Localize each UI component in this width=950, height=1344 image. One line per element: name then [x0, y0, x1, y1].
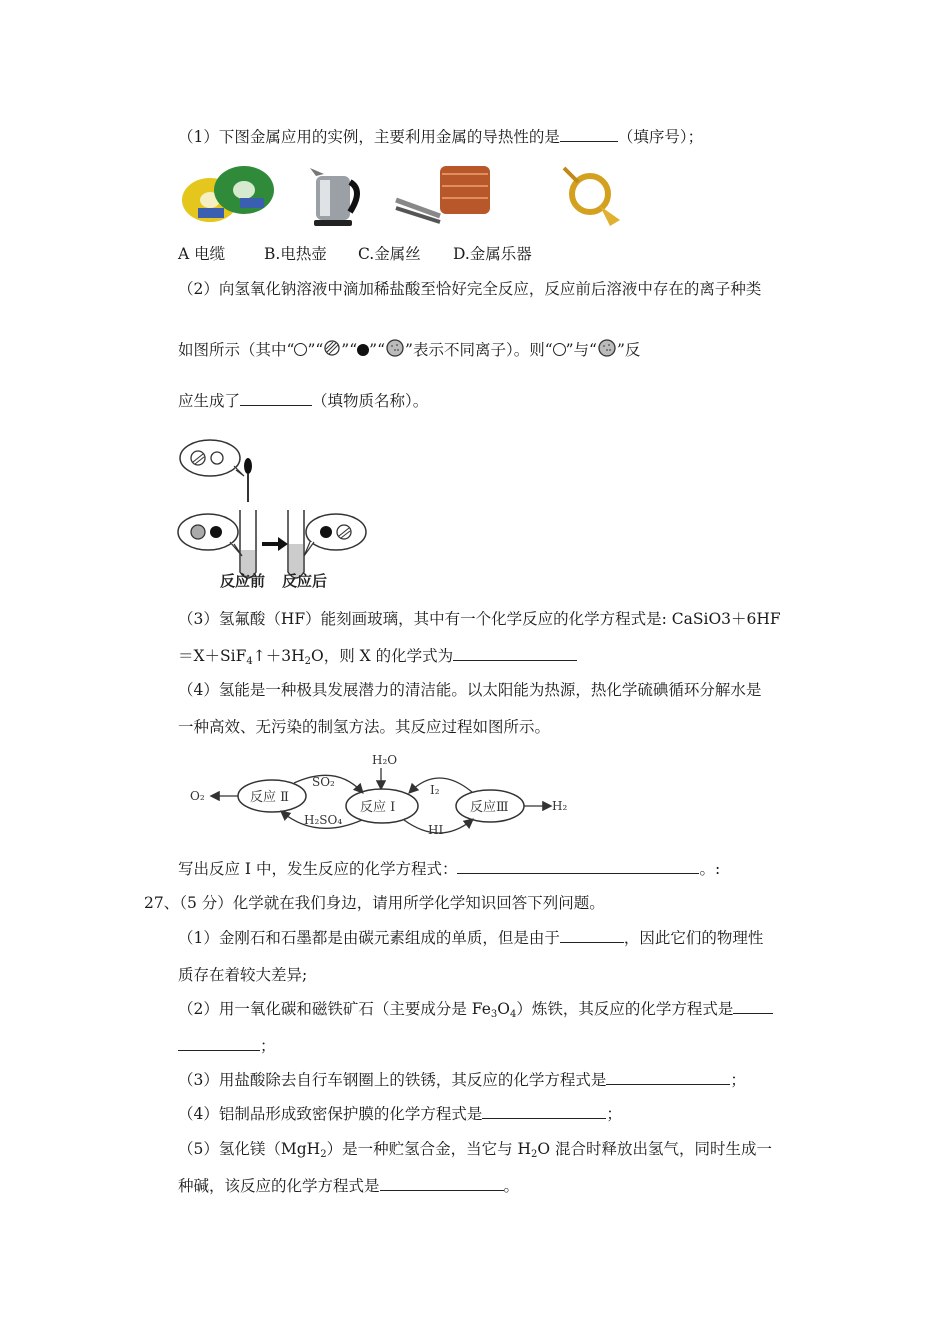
- q26-part3-line2: [178, 645, 577, 667]
- subscript: 4: [509, 1009, 517, 1020]
- empty-circle-icon: [294, 343, 307, 356]
- q27-part2-line1: [178, 998, 773, 1020]
- label-after: 反应后: [282, 572, 328, 590]
- option-a: A 电缆: [178, 245, 226, 263]
- label-o2: O₂: [190, 789, 205, 803]
- answer-blank[interactable]: [240, 390, 312, 406]
- text-segment: ”“: [369, 341, 386, 359]
- hatched-circle-icon: [323, 339, 341, 357]
- q26-options: [178, 243, 225, 265]
- q27-part5-line2: [178, 1175, 519, 1197]
- q26-part1-tail: （填序号）；: [617, 128, 704, 146]
- text-segment: ”“: [341, 341, 358, 359]
- text-segment: 应生成了: [178, 392, 241, 410]
- label-hi: HI: [428, 823, 444, 837]
- answer-blank[interactable]: [453, 645, 577, 661]
- sulfur-iodine-cycle-diagram: [186, 750, 578, 842]
- q26-part2-line1: （2）向氢氧化钠溶液中滴加稀盐酸至恰好完全反应，反应前后溶液中存在的离子种类: [178, 280, 762, 298]
- metal-instrument-image: [556, 160, 626, 228]
- text-segment: ”“: [307, 341, 324, 359]
- text-segment: 。:: [699, 860, 721, 878]
- subscript: 2: [304, 656, 311, 667]
- text-segment: 如图所示（其中“: [178, 341, 295, 359]
- q26-part2-line2: [178, 338, 640, 361]
- answer-blank[interactable]: [560, 927, 624, 943]
- q27-heading: 27、（5 分）化学就在我们身边，请用所学化学知识回答下列问题。: [144, 894, 605, 912]
- ion-reaction-diagram: [176, 432, 372, 594]
- answer-blank[interactable]: [733, 998, 773, 1014]
- subscript: 2: [320, 1149, 327, 1160]
- text-segment: ”表示不同离子）。则“: [405, 341, 553, 359]
- q27-part1-line1: [178, 927, 763, 949]
- text-segment: （1）金刚石和石墨都是由碳元素组成的单质，但是由于: [178, 929, 560, 947]
- label-before: 反应前: [220, 572, 266, 590]
- label-h2: H₂: [552, 799, 568, 813]
- option-b-wrap: [264, 243, 327, 265]
- text-segment: （5）氢化镁（MgH: [178, 1140, 321, 1158]
- option-c-wrap: [358, 243, 421, 265]
- subscript: 3: [490, 1009, 498, 1020]
- answer-blank[interactable]: [560, 126, 618, 142]
- cable-image: [178, 158, 278, 228]
- q27-part4-line: [178, 1103, 622, 1125]
- text-segment: 种碱，该反应的化学方程式是: [178, 1177, 380, 1195]
- text-segment: ”与“: [565, 341, 597, 359]
- empty-circle-icon: [553, 343, 566, 356]
- text-segment: 写出反应 I 中，发生反应的化学方程式：: [178, 860, 458, 878]
- option-d: D.金属乐器: [453, 245, 532, 263]
- answer-blank[interactable]: [457, 858, 699, 874]
- q26-part1-line: [178, 126, 703, 148]
- text-segment: ＝X＋SiF: [178, 647, 247, 665]
- q26-part4-line3: [178, 858, 720, 880]
- text-segment: O: [497, 1000, 510, 1018]
- subscript: 2: [531, 1149, 538, 1160]
- text-segment: ；: [260, 1037, 276, 1055]
- text-segment: （4）铝制品形成致密保护膜的化学方程式是: [178, 1105, 483, 1123]
- label-reaction-3: 反应Ⅲ: [470, 800, 509, 815]
- text-segment: O 混合时释放出氢气，同时生成一: [537, 1140, 773, 1158]
- text-segment: （3）用盐酸除去自行车钢圈上的铁锈，其反应的化学方程式是: [178, 1071, 607, 1089]
- answer-blank[interactable]: [482, 1103, 606, 1119]
- q26-part3-line1: （3）氢氟酸（HF）能刻画玻璃，其中有一个化学反应的化学方程式是: CaSiO3＋6HF: [178, 610, 781, 628]
- q26-part2-line3: [178, 390, 428, 412]
- label-reaction-1: 反应 Ⅰ: [360, 800, 396, 815]
- metal-wire-image: [394, 160, 504, 228]
- text-segment: O，则 X 的化学式为: [311, 647, 454, 665]
- text-segment: ；: [606, 1105, 622, 1123]
- q26-part4-line1: （4）氢能是一种极具发展潜力的清洁能。以太阳能为热源，热化学硫碘循环分解水是: [178, 681, 762, 699]
- text-segment: ；: [730, 1071, 746, 1089]
- subscript: 4: [246, 656, 253, 667]
- option-c: C.金属丝: [358, 245, 421, 263]
- answer-blank[interactable]: [606, 1069, 730, 1085]
- label-i2: I₂: [430, 783, 440, 797]
- text-segment: ）炼铁，其反应的化学方程式是: [516, 1000, 734, 1018]
- q27-part5-line1: [178, 1138, 772, 1160]
- q27-part3-line: [178, 1069, 746, 1091]
- text-segment: ↑＋3H: [252, 647, 305, 665]
- answer-blank[interactable]: [178, 1035, 260, 1051]
- dotted-circle-icon: [385, 338, 405, 358]
- label-reaction-2: 反应 Ⅱ: [250, 790, 289, 805]
- q26-part1-text: （1）下图金属应用的实例，主要利用金属的导热性的是: [178, 128, 560, 146]
- q27-part2-line2: [178, 1035, 276, 1057]
- text-segment: ，因此它们的物理性: [623, 929, 764, 947]
- text-segment: ”反: [616, 341, 641, 359]
- text-segment: （2）用一氧化碳和磁铁矿石（主要成分是 Fe: [178, 1000, 491, 1018]
- filled-circle-icon: [357, 344, 369, 356]
- label-h2o: H₂O: [372, 753, 398, 767]
- q27-part1-line2: 质存在着较大差异;: [178, 966, 308, 984]
- text-segment: 。: [503, 1177, 520, 1195]
- option-b: B.电热壶: [264, 245, 327, 263]
- label-h2so4: H₂SO₄: [304, 813, 343, 827]
- option-d-wrap: [453, 243, 532, 265]
- dotted-circle-icon: [597, 338, 617, 358]
- label-so2: SO₂: [312, 775, 335, 789]
- answer-blank[interactable]: [380, 1175, 504, 1191]
- q26-part4-line2: 一种高效、无污染的制氢方法。其反应过程如图所示。: [178, 718, 551, 736]
- text-segment: ）是一种贮氢合金，当它与 H: [326, 1140, 532, 1158]
- text-segment: （填物质名称）。: [312, 392, 429, 410]
- electric-kettle-image: [310, 160, 366, 228]
